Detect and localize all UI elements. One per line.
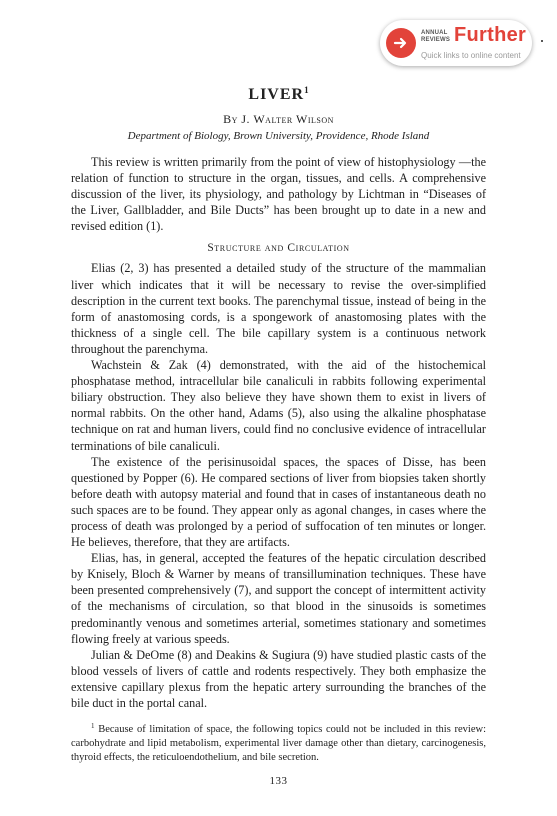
article-title [71, 80, 486, 105]
footnote-text: Because of limitation of space, the following topics could not be included in this review: carbohydrate and lipid metabolism, experimental liver damage other than dietary, carcinogenesis, thyroid effects, the reticuloendothelium, and bile secretion. [71, 724, 487, 764]
annual-reviews-logo [421, 30, 450, 44]
paragraph: Julian & DeOme (8) and Deakins & Sugiura (9) have studied plastic casts of the blood vessels of livers of cattle and rodents respectively. They both emphasize the extensive capillary plexus from the hepatic artery surrounding the branches of the bile duct in the portal canal. [71, 647, 486, 710]
paragraph: The existence of the perisinusoidal spaces, the spaces of Disse, has been questioned by Popper (6). He compared sections of liver from biopsies taken shortly before death with autopsy material and found that in cases of instantaneous death no such spaces are to be found. They appear only as agonal changes, in cases where the process of death was prolonged by a period of suffocation of ten minutes or longer. He believes, therefore, that they are artifacts. [71, 454, 486, 550]
paragraph: Elias (2, 3) has presented a detailed study of the structure of the mammalian liver which indicates that it will be necessary to revise the over-simplified description in the current text books. The parenchymal tissue, instead of being in the form of anastomosing cords, is a spongework of anastomosing plates with the thickness of a single cell. The bile capillary system is a continuous network throughout the parenchyma. [71, 261, 486, 356]
article-body [71, 154, 486, 711]
section-heading: Structure and Circulation [207, 242, 350, 255]
further-title: Further [454, 24, 527, 46]
footnote-mark: 1 [91, 722, 95, 731]
footnote [71, 719, 486, 765]
further-subtitle: Quick links to online content [421, 51, 521, 60]
arrow-icon [386, 28, 416, 58]
further-badge[interactable] [380, 20, 532, 66]
brand-line-2: REVIEWS [421, 37, 451, 43]
article [71, 80, 486, 787]
page-number: 133 [269, 775, 288, 788]
paragraph: Wachstein & Zak (4) demonstrated, with the aid of the histochemical phosphatase method, intracellular bile canaliculi in rabbits following experimental biliary obstruction. They also believe they have shown them to exist in livers of normal rabbits. On the other hand, Adams (5), also using the alkaline phosphatase technique on rat and human livers, could find no conclusive evidence of intracellular terminations of bile canaliculi. [71, 358, 486, 453]
intro-paragraph: This review is written primarily from the point of view of histophysiology —the relation of function to structure in the organ, tissues, and cells. A comprehensive discussion of the liver, its physiology, and pathology by Lichtman in “Diseases of the Liver, Gallbladder, and Bile Ducts” has been brought up to date in a new and revised edition (1). [71, 155, 486, 234]
title-footnote-mark: 1 [304, 85, 309, 95]
article-title-text: LIVER [248, 86, 305, 103]
paragraph: Elias, has, in general, accepted the features of the hepatic circulation described by Knisely, Bloch & Warner by means of transillumination techniques. These have been presented comprehensively (7), and support the concept of intermittent activity of the mechanisms of circulation, so that blood in the sinusoids is sometimes predominantly venous and sometimes arterial, sometimes stationary and sometimes flowing freely at various speeds. [71, 551, 486, 646]
stray-dot [541, 40, 543, 42]
brand-line-1: ANNUAL [421, 30, 448, 36]
affiliation: Department of Biology, Brown University, Providence, Rhode Island [127, 130, 430, 142]
author: By J. Walter Wilson [223, 112, 334, 126]
